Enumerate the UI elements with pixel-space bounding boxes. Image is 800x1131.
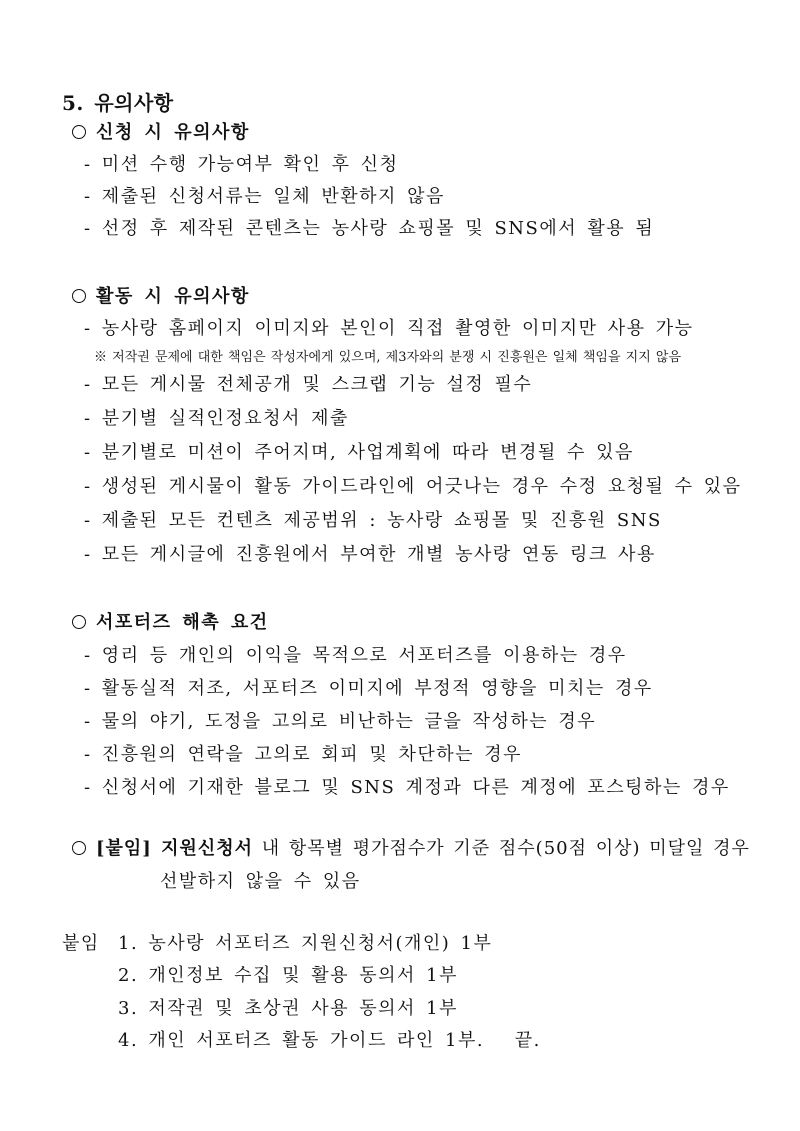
list-item: - 선정 후 제작된 콘텐츠는 농사랑 쇼핑몰 및 SNS에서 활용 됨 [84, 218, 655, 239]
heading-text: 내 항목별 평가점수가 기준 점수(50점 이상) 미달일 경우 [253, 838, 750, 859]
list-item: - 모든 게시글에 진흥원에서 부여한 개별 농사랑 연동 링크 사용 [84, 544, 656, 565]
list-item: - 미션 수행 가능여부 확인 후 신청 [84, 154, 399, 175]
attachment-item: 1. 농사랑 서포터즈 지원신청서(개인) 1부 [118, 933, 493, 954]
list-item: - 제출된 모든 컨텐츠 제공범위 : 농사랑 쇼핑몰 및 진흥원 SNS [84, 510, 662, 531]
circle-bullet-icon [72, 125, 86, 139]
circle-bullet-icon [72, 289, 86, 303]
attachment-item: 4. 개인 서포터즈 활동 가이드 라인 1부. 끝. [118, 1030, 541, 1051]
heading-bold-text: [붙임] 지원신청서 [96, 838, 254, 859]
list-item: - 제출된 신청서류는 일체 반환하지 않음 [84, 186, 445, 207]
circle-bullet-icon [72, 841, 86, 855]
list-item: - 활동실적 저조, 서포터즈 이미지에 부정적 영향을 미치는 경우 [84, 678, 653, 699]
attachment-item: 3. 저작권 및 초상권 사용 동의서 1부 [118, 998, 458, 1019]
list-item: - 생성된 게시물이 활동 가이드라인에 어긋나는 경우 수정 요청될 수 있음 [84, 476, 742, 497]
subsection-heading [72, 838, 750, 860]
heading-continuation: 선발하지 않을 수 있음 [160, 871, 361, 892]
heading-text: 활동 시 유의사항 [96, 286, 250, 307]
circle-bullet-icon [72, 615, 86, 629]
list-item: - 농사랑 홈페이지 이미지와 본인이 직접 촬영한 이미지만 사용 가능 [84, 318, 694, 339]
copyright-note: ※ 저작권 문제에 대한 책임은 작성자에게 있으며, 제3자와의 분쟁 시 진흥원은 일체 책임을 지지 않음 [94, 350, 682, 365]
list-item: - 분기별로 미션이 주어지며, 사업계획에 따라 변경될 수 있음 [84, 442, 634, 463]
list-item: - 물의 야기, 도정을 고의로 비난하는 글을 작성하는 경우 [84, 711, 597, 732]
list-item: - 모든 게시물 전체공개 및 스크랩 기능 설정 필수 [84, 374, 533, 395]
attachments-label: 붙임 [62, 933, 100, 954]
subsection-heading [72, 122, 250, 144]
subsection-heading [72, 612, 269, 634]
attachment-item: 2. 개인정보 수집 및 활용 동의서 1부 [118, 965, 458, 986]
subsection-heading [72, 286, 250, 308]
list-item: - 진흥원의 연락을 고의로 회피 및 차단하는 경우 [84, 744, 523, 765]
heading-text: 신청 시 유의사항 [96, 122, 250, 143]
list-item: - 신청서에 기재한 블로그 및 SNS 계정과 다른 계정에 포스팅하는 경우 [84, 777, 730, 798]
list-item: - 영리 등 개인의 이익을 목적으로 서포터즈를 이용하는 경우 [84, 645, 627, 666]
section-title: 5. 유의사항 [62, 91, 174, 115]
heading-text: 서포터즈 해촉 요건 [96, 612, 269, 633]
list-item: - 분기별 실적인정요청서 제출 [84, 408, 349, 429]
